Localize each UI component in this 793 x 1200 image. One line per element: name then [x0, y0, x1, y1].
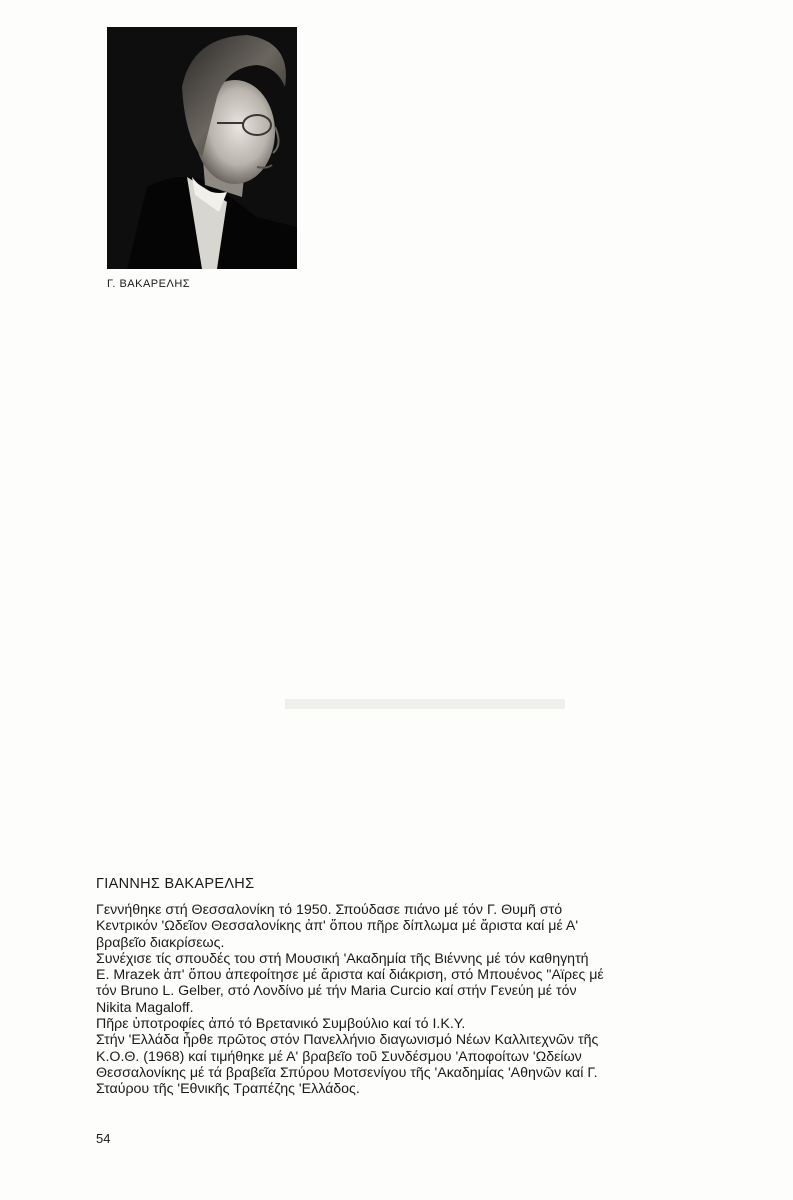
bio-text: Γεννήθηκε στή Θεσσαλονίκη τό 1950. Σπούδασε πιάνο μέ τόν Γ. Θυμῆ στό Κεντρικόν 'Ωδεῖον Θεσσαλονίκης ἀπ' ὅπου πῆρε δίπλωμα μέ ἄριστα καί μέ Α' βραβεῖο διακρίσεως. Συνέχισε τίς σπουδές του στή Μουσική 'Ακαδημία τῆς Βιέννης μέ τόν καθηγητή E. Mrazek ἀπ' ὅπου ἀπεφοίτησε μέ ἄριστα καί διάκριση, στό Μπουένος "Αϊρες μέ τόν Bruno L. Gelber, στό Λονδίνο μέ τήν Maria Curcio καί στήν Γενεύη μέ τόν Nikita Magaloff. Πῆρε ὑποτροφίες ἀπό τό Βρετανικό Συμβούλιο καί τό Ι.Κ.Υ. Στήν 'Ελλάδα ἦρθε πρῶτος στόν Πανελλήνιο διαγωνισμό Νέων Καλλιτεχνῶν τῆς Κ.Ο.Θ. (1968) καί τιμήθηκε μέ Α' βραβεῖο τοῦ Συνδέσμου 'Αποφοίτων 'Ωδείων Θεσσαλονίκης μέ τά βραβεῖα Σπύρου Μοτσενίγου τῆς 'Ακαδημίας 'Αθηνῶν καί Γ. Σταύρου τῆς 'Εθνικῆς Τραπέζης 'Ελλάδος. — [96, 902, 604, 1098]
portrait-photo — [107, 27, 297, 269]
bio-name-heading: ΓΙΑΝΝΗΣ ΒΑΚΑΡΕΛΗΣ — [96, 876, 255, 892]
page-number: 54 — [96, 1131, 111, 1146]
portrait-image — [107, 27, 297, 269]
show-through-artifact — [285, 695, 565, 713]
portrait-caption: Γ. ΒΑΚΑΡΕΛΗΣ — [107, 278, 191, 290]
show-through-shape — [285, 695, 565, 713]
